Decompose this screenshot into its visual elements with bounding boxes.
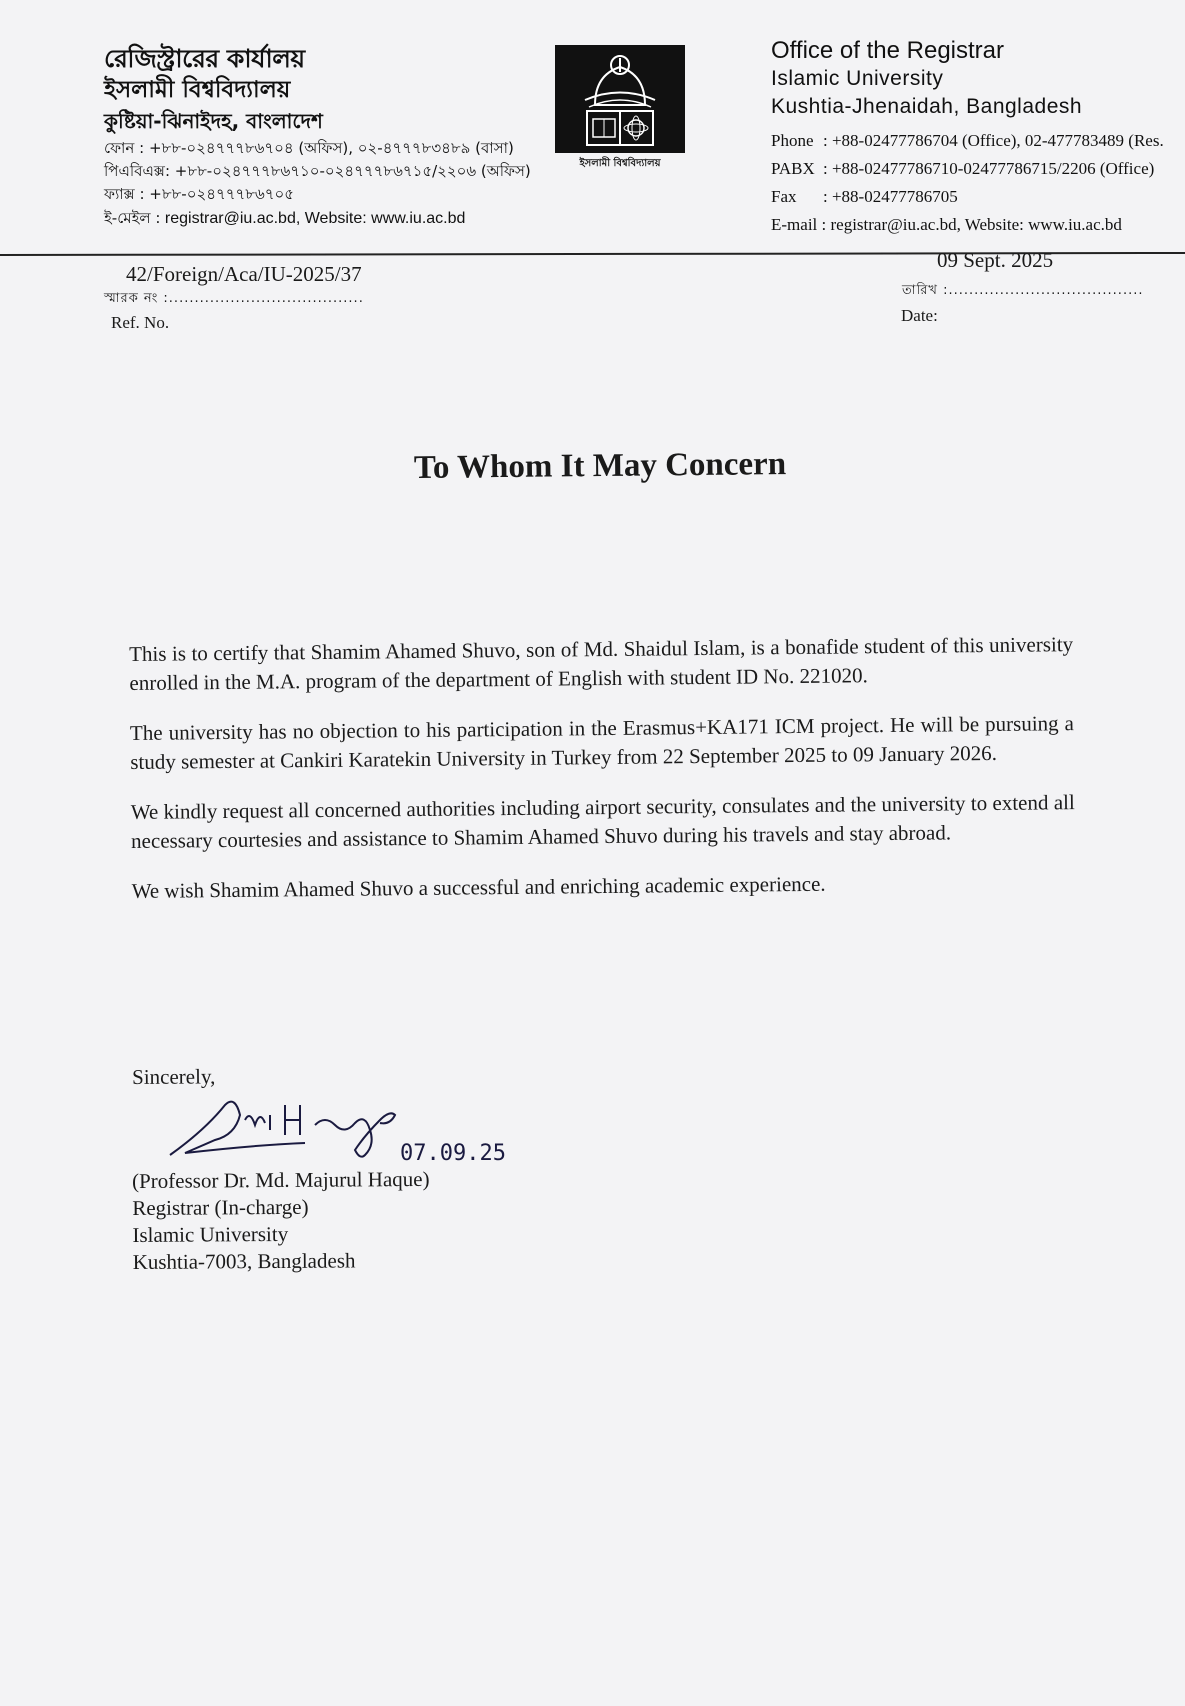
contact-list [771,127,1164,239]
bn-university-name: ইসলামী বিশ্ববিদ্যালয় [104,77,291,103]
reference-number: 42/Foreign/Aca/IU-2025/37 [126,262,362,286]
bn-email-line [104,206,531,231]
english-letterhead [771,36,1164,239]
closing-salutation: Sincerely, [132,1064,216,1089]
reference-label-en: Ref. No. [111,313,170,332]
en-university-name: Islamic University [771,67,944,90]
en-office-title: Office of the Registrar [771,37,1004,64]
paragraph: The university has no objection to his participation in the Erasmus+KA171 ICM project. He will be pursuing a study semester at Cankiri Karatekin University in Turkey from 22 September 2025 to 09 January 2026. [129,711,1075,774]
reference-label-bn: স্মারক নং :...................................... [104,291,364,306]
university-logo [555,45,685,173]
bn-phone: ফোন : +৮৮-০২৪৭৭৭৮৬৭০৪ (অফিস), ০২-৪৭৭৭৮৩৪৮৯ (বাসা) [104,139,514,157]
contact-phone: Phone : +88-02477786704 (Office), 02-477783489 (Res. [771,131,1164,150]
contact-pabx: PABX : +88-02477786710-02477786715/2206 (Office) [771,159,1155,178]
letter-body [129,630,1076,927]
signatory-org: Islamic University [132,1221,289,1247]
paragraph: We wish Shamim Ahamed Shuvo a successful and enriching academic experience. [131,871,826,903]
logo-emblem-icon [555,45,685,153]
logo-caption: ইসলামী বিশ্ববিদ্যালয় [579,158,661,169]
handwritten-signature [165,1085,545,1165]
bengali-letterhead [104,42,531,231]
date-label-en: Date: [901,306,938,325]
en-location: Kushtia-Jhenaidah, Bangladesh [771,95,1083,118]
letter-date: 09 Sept. 2025 [937,248,1054,272]
paragraph: We kindly request all concerned authorities including airport security, consulates and the university to extend all necessary courtesies and assistance to Shamim Ahamed Shuvo during his travels and stay abroad. [130,790,1075,853]
contact-fax: Fax : +88-02477786705 [771,187,958,206]
letter-heading: To Whom It May Concern [413,446,787,486]
signatory-address: Kushtia-7003, Bangladesh [132,1248,356,1274]
bn-location: কুষ্টিয়া-ঝিনাইদহ, বাংলাদেশ [104,109,323,133]
signatory-block [132,1166,430,1276]
bn-office-title: রেজিস্ট্রারের কার্যালয় [104,44,305,73]
bn-pabx: পিএবিএক্স: +৮৮-০২৪৭৭৭৮৬৭১০-০২৪৭৭৭৮৬৭১৫/২২০৬ (অফিস) [104,162,531,180]
contact-email: E-mail : registrar@iu.ac.bd, Website: www.iu.ac.bd [771,215,1122,234]
date-label-bn: তারিখ :...................................... [902,283,1144,298]
bn-email-label: ই-মেইল : [104,209,161,227]
signature-date: 07.09.25 [400,1141,506,1165]
signatory-name: (Professor Dr. Md. Majurul Haque) [132,1166,430,1193]
bn-email-value: registrar@iu.ac.bd, Website: www.iu.ac.bd [164,210,466,227]
signatory-title: Registrar (In-charge) [132,1194,309,1220]
bn-fax: ফ্যাক্স : +৮৮-০২৪৭৭৭৮৬৭০৫ [104,185,294,203]
paragraph: This is to certify that Shamim Ahamed Shuvo, son of Md. Shaidul Islam, is a bonafide student of this university enrolled in the M.A. program of the department of English with student ID No. 221020. [129,632,1074,695]
